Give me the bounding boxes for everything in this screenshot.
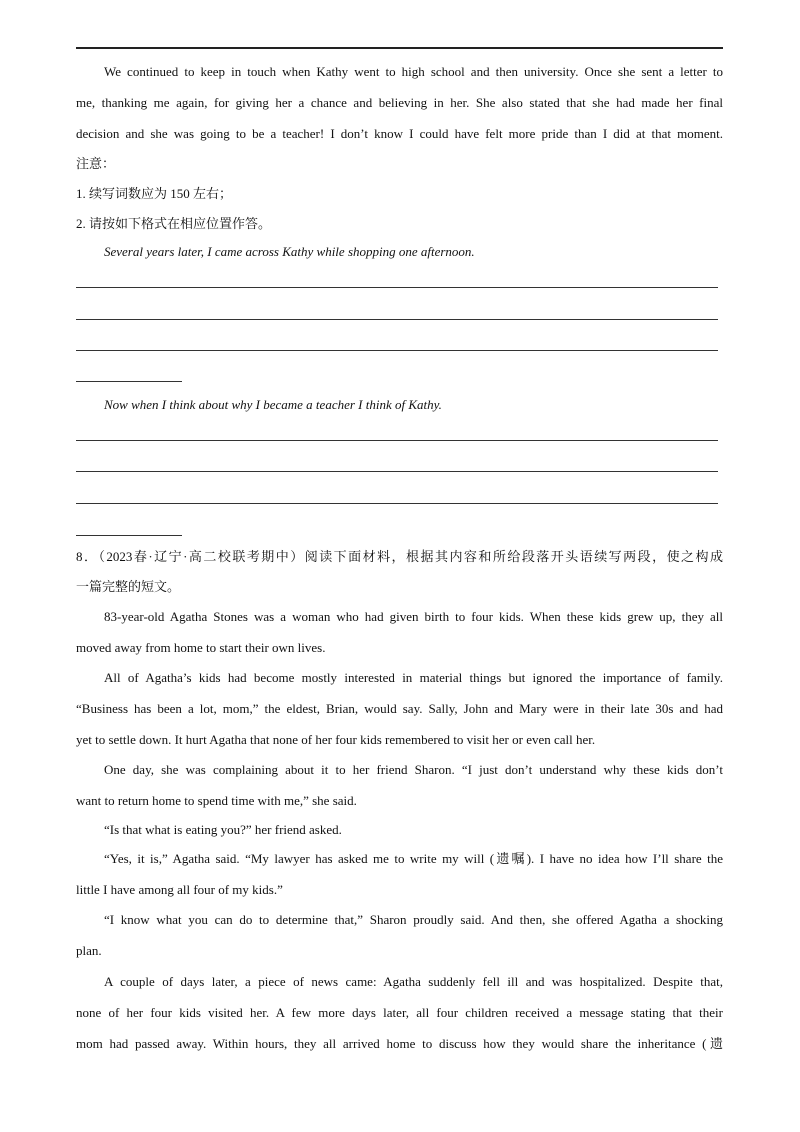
- paragraph-line: want to return home to spend time with me,” she said.: [76, 793, 357, 808]
- paragraph-line: “Business has been a lot, mom,” the eldest, Brian, would say. Sally, John and Mary were in their late 30s and had: [76, 701, 723, 716]
- answer-line[interactable]: [76, 319, 718, 320]
- notes-heading: 注意：: [76, 156, 116, 171]
- paragraph-line: We continued to keep in touch when Kathy went to high school and then university. Once she sent a letter to: [104, 64, 723, 79]
- question-header: 8．（2023春·辽宁·高二校联考期中）阅读下面材料，根据其内容和所给段落开头语续写两段，使之构成: [76, 549, 723, 564]
- answer-line[interactable]: [76, 381, 182, 382]
- question-header: 一篇完整的短文。: [76, 579, 181, 594]
- continuation-prompt: Now when I think about why I became a teacher I think of Kathy.: [104, 397, 442, 412]
- answer-line[interactable]: [76, 350, 718, 351]
- answer-line[interactable]: [76, 287, 718, 288]
- answer-line[interactable]: [76, 535, 182, 536]
- paragraph-line: none of her four kids visited her. A few more days later, all four children received a message stating that their: [76, 1005, 723, 1020]
- answer-line[interactable]: [76, 503, 718, 504]
- paragraph-line: decision and she was going to be a teacher! I don’t know I could have felt more pride than I did at that moment.: [76, 126, 723, 141]
- notes-item: 2. 请按如下格式在相应位置作答。: [76, 216, 272, 231]
- paragraph-line: mom had passed away. Within hours, they all arrived home to discuss how they would share the inheritance (遗: [76, 1036, 723, 1051]
- answer-line[interactable]: [76, 440, 718, 441]
- paragraph-line: One day, she was complaining about it to her friend Sharon. “I just don’t understand why these kids don’t: [104, 762, 723, 777]
- top-rule: [76, 47, 723, 49]
- paragraph-line: All of Agatha’s kids had become mostly interested in material things but ignored the importance of family.: [104, 670, 723, 685]
- paragraph-line: moved away from home to start their own lives.: [76, 640, 326, 655]
- paragraph-line: “Yes, it is,” Agatha said. “My lawyer has asked me to write my will (遗嘱). I have no idea how I’ll share the: [104, 851, 723, 866]
- paragraph-line: 83-year-old Agatha Stones was a woman who had given birth to four kids. When these kids grew up, they all: [104, 609, 723, 624]
- paragraph-line: “Is that what is eating you?” her friend asked.: [104, 822, 342, 837]
- paragraph-line: little I have among all four of my kids.”: [76, 882, 283, 897]
- continuation-prompt: Several years later, I came across Kathy while shopping one afternoon.: [104, 244, 475, 259]
- paragraph-line: “I know what you can do to determine that,” Sharon proudly said. And then, she offered Agatha a shocking: [104, 912, 723, 927]
- paragraph-line: yet to settle down. It hurt Agatha that none of her four kids remembered to visit her or even call her.: [76, 732, 596, 747]
- paragraph-line: me, thanking me again, for giving her a chance and believing in her. She also stated that she had made her final: [76, 95, 723, 110]
- notes-item: 1. 续写词数应为 150 左右；: [76, 186, 233, 201]
- paragraph-line: plan.: [76, 943, 102, 958]
- paragraph-line: A couple of days later, a piece of news came: Agatha suddenly fell ill and was hospitalized. Despite that,: [104, 974, 723, 989]
- answer-line[interactable]: [76, 471, 718, 472]
